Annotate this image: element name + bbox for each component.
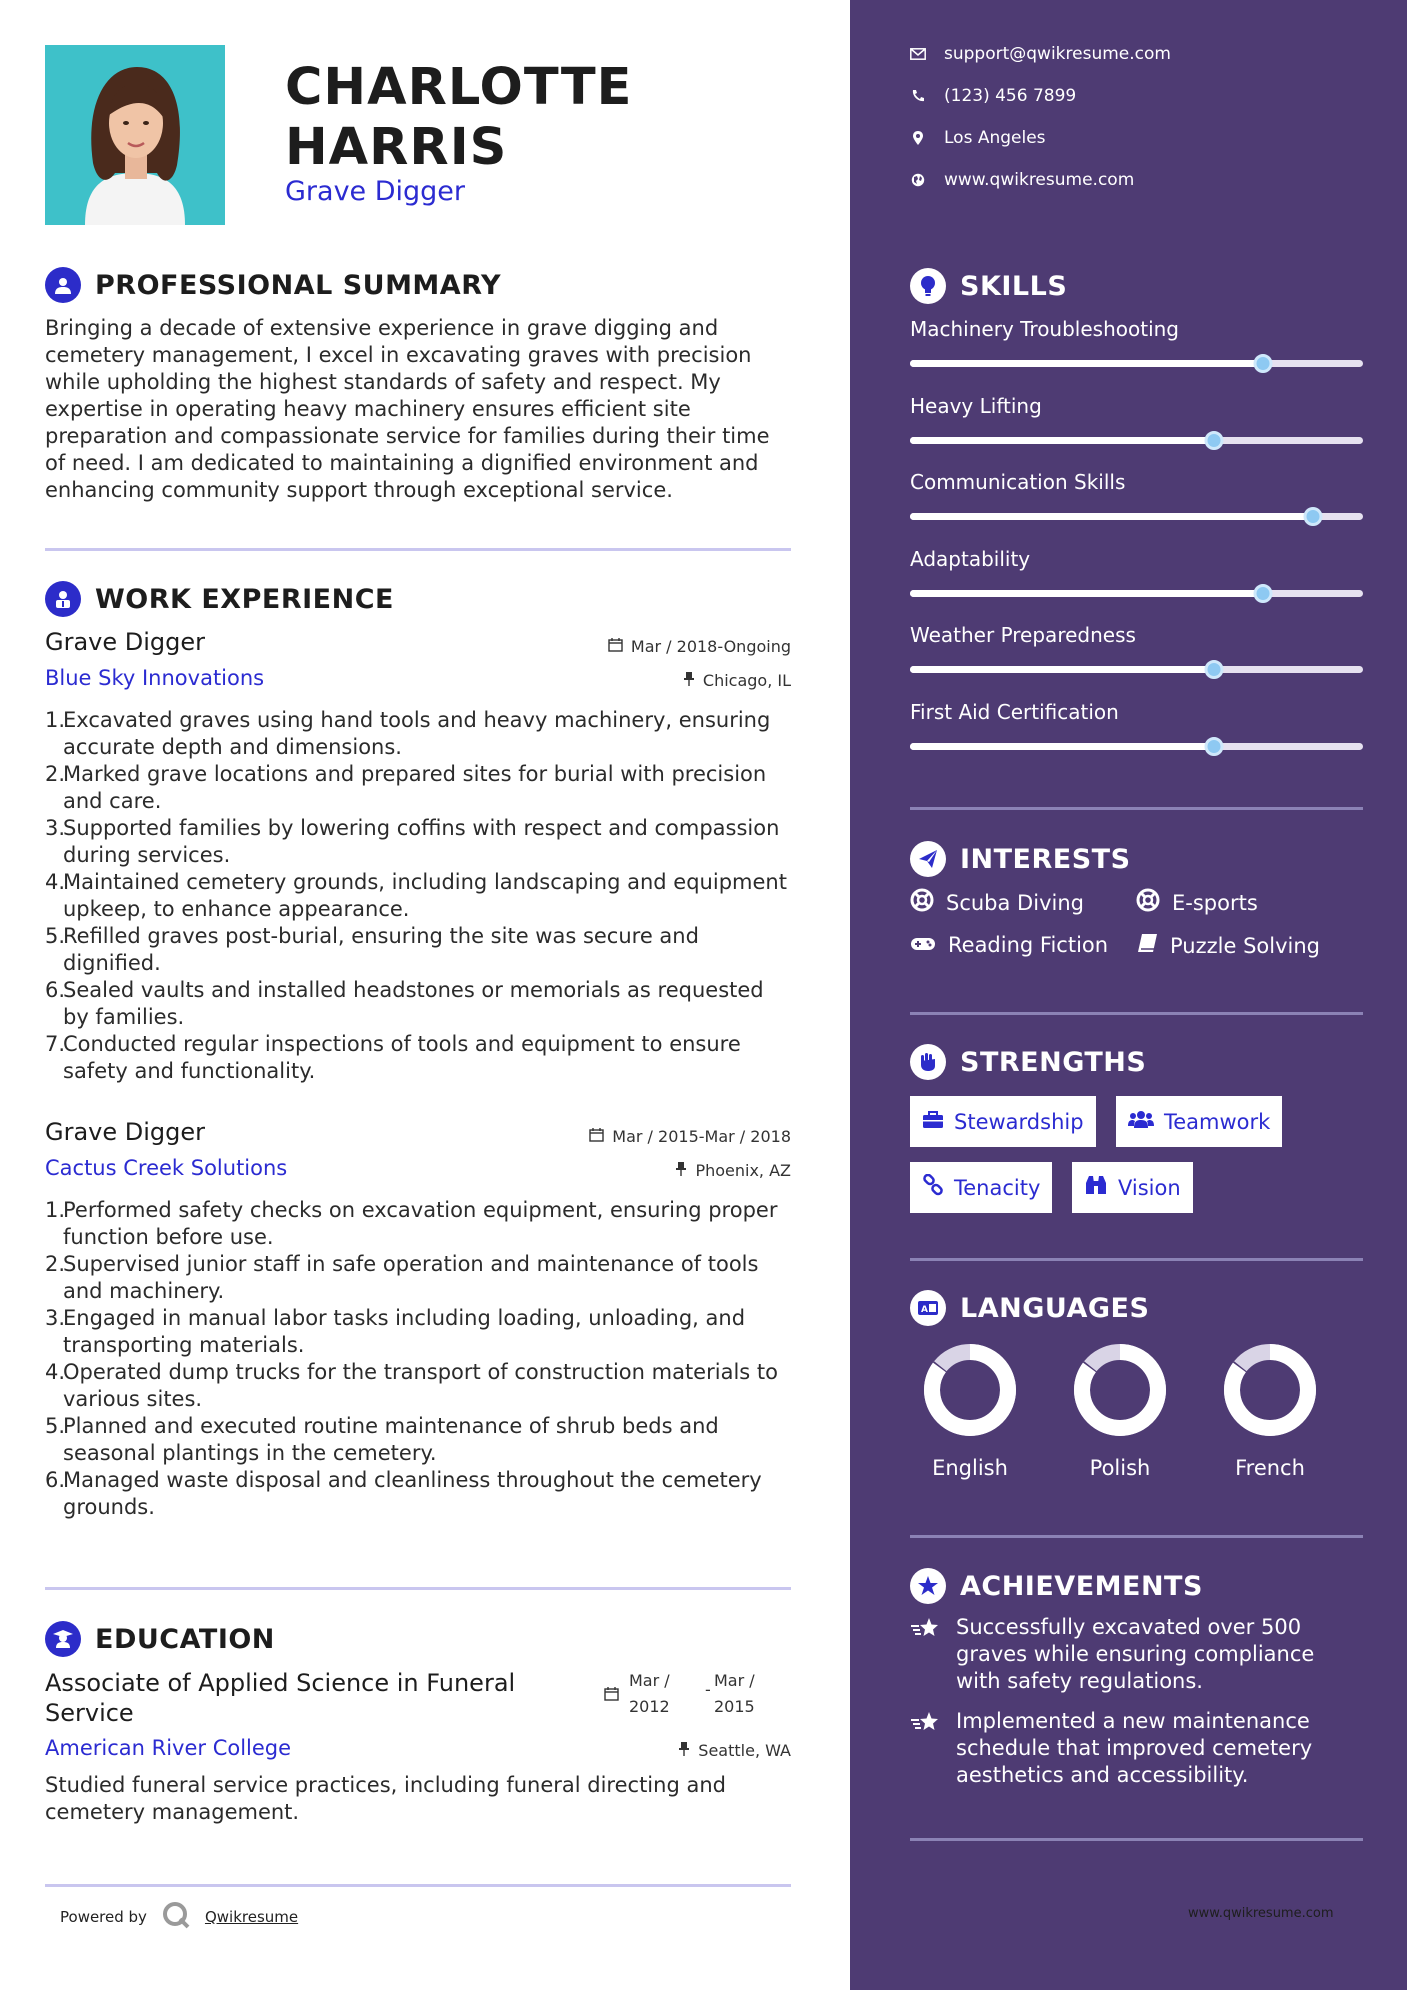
qwikresume-link[interactable]: Qwikresume bbox=[204, 1908, 299, 1926]
skill-label: Heavy Lifting bbox=[910, 393, 1042, 418]
job-title: Grave Digger bbox=[285, 176, 466, 207]
skill-slider-fill bbox=[910, 437, 1214, 444]
skill-slider-knob bbox=[1304, 507, 1323, 526]
experience-heading bbox=[45, 581, 394, 617]
edu-description: Studied funeral service practices, including funeral directing and cemetery management. bbox=[45, 1773, 726, 1824]
book-icon bbox=[1136, 933, 1158, 958]
edu-location bbox=[678, 1741, 791, 1760]
location-text: Los Angeles bbox=[944, 128, 1046, 148]
language-ring bbox=[1222, 1342, 1318, 1438]
degree-line-1: Associate of Applied Science in Funeral bbox=[45, 1669, 516, 1697]
pin-icon bbox=[683, 671, 695, 690]
achievement-item bbox=[910, 1708, 1363, 1789]
users-icon bbox=[1128, 1109, 1154, 1134]
languages-heading bbox=[910, 1290, 1149, 1326]
powered-by-label: Powered by bbox=[60, 1908, 147, 1926]
footer-powered-by bbox=[60, 1900, 298, 1934]
skill-label: Communication Skills bbox=[910, 470, 1126, 494]
edu-date-separator: - bbox=[705, 1680, 711, 1699]
job-1-location-text: Chicago, IL bbox=[702, 671, 791, 690]
skill-label: Weather Preparedness bbox=[910, 623, 1136, 647]
list-item: 4. Maintained cemetery grounds, including landscaping and equipment upkeep, to enhance appearance. bbox=[45, 870, 787, 921]
divider bbox=[910, 1258, 1363, 1261]
list-item: 5. Refilled graves post-burial, ensuring the site was secure and dignified. bbox=[45, 924, 699, 975]
job-1-location bbox=[683, 671, 791, 690]
skill-slider-knob bbox=[1204, 431, 1223, 450]
job-2-company: Cactus Creek Solutions bbox=[45, 1156, 288, 1180]
skill-slider bbox=[910, 437, 1363, 444]
footer-website-link[interactable]: www.qwikresume.com bbox=[1188, 1906, 1334, 1921]
link-icon bbox=[922, 1174, 944, 1201]
binoculars-icon bbox=[1084, 1175, 1108, 1200]
interest-label: Reading Fiction bbox=[948, 933, 1109, 957]
skill-slider-knob bbox=[1254, 584, 1273, 603]
contact-location bbox=[910, 128, 1046, 148]
job-2-dates-text: Mar / 2015-Mar / 2018 bbox=[612, 1127, 791, 1146]
skill-label: First Aid Certification bbox=[910, 699, 1119, 724]
lightbulb-icon bbox=[910, 268, 946, 304]
envelope-icon bbox=[910, 48, 926, 60]
list-item: 1. Excavated graves using hand tools and heavy machinery, ensuring accurate depth and dimensions. bbox=[45, 708, 771, 759]
job-1-role: Grave Digger bbox=[45, 628, 206, 656]
svg-text:A: A bbox=[921, 1305, 928, 1315]
language-item bbox=[1220, 1342, 1320, 1480]
phone-text: (123) 456 7899 bbox=[944, 86, 1077, 106]
list-item: 2. Marked grave locations and prepared sites for burial with precision and care. bbox=[45, 762, 767, 813]
job-1-dates-text: Mar / 2018-Ongoing bbox=[630, 637, 791, 656]
divider bbox=[910, 1012, 1363, 1015]
list-item: 3. Supported families by lowering coffins with respect and compassion during services. bbox=[45, 816, 780, 867]
edu-start-date: Mar / 2012 bbox=[629, 1671, 670, 1716]
degree-line-2: Service bbox=[45, 1699, 134, 1727]
skills-title: SKILLS bbox=[960, 270, 1068, 302]
divider bbox=[45, 548, 791, 551]
interest-label: E-sports bbox=[1172, 890, 1258, 915]
map-marker-icon bbox=[910, 131, 926, 145]
education-heading bbox=[45, 1621, 275, 1657]
job-2-responsibilities bbox=[45, 1197, 791, 1521]
contact-website[interactable] bbox=[910, 170, 1134, 190]
shooting-star-icon bbox=[910, 1708, 942, 1789]
briefcase-icon bbox=[922, 1110, 944, 1134]
list-item: 4. Operated dump trucks for the transport of construction materials to various sites. bbox=[45, 1360, 778, 1411]
strength-label: Teamwork bbox=[1164, 1109, 1271, 1134]
list-item: 6. Sealed vaults and installed headstones or memorials as requested by families. bbox=[45, 978, 764, 1029]
interest-reading-fiction bbox=[910, 933, 1108, 957]
job-1-responsibilities bbox=[45, 707, 791, 1085]
school: American River College bbox=[45, 1736, 292, 1760]
strength-label: Vision bbox=[1118, 1175, 1181, 1200]
job-2-dates bbox=[589, 1127, 791, 1146]
strength-teamwork bbox=[1116, 1096, 1282, 1147]
job-2-role: Grave Digger bbox=[45, 1118, 206, 1146]
skill-slider bbox=[910, 513, 1363, 520]
phone-icon bbox=[910, 89, 926, 103]
job-1-dates bbox=[608, 637, 791, 656]
pin-icon bbox=[675, 1161, 687, 1180]
list-item: 2. Supervised junior staff in safe operation and maintenance of tools and machinery. bbox=[45, 1252, 759, 1303]
strength-vision bbox=[1072, 1162, 1193, 1213]
skill-slider-fill bbox=[910, 360, 1263, 367]
list-item: 1. Performed safety checks on excavation equipment, ensuring proper function before use. bbox=[45, 1198, 778, 1249]
skill-slider-knob bbox=[1254, 354, 1273, 373]
divider bbox=[910, 1535, 1363, 1538]
calendar-icon bbox=[589, 1127, 604, 1146]
profile-photo bbox=[45, 45, 225, 225]
user-icon bbox=[45, 267, 81, 303]
name-line-1: CHARLOTTE bbox=[285, 58, 633, 117]
strengths-title: STRENGTHS bbox=[960, 1046, 1147, 1078]
language-label: French bbox=[1235, 1456, 1305, 1480]
list-item: 3. Engaged in manual labor tasks including loading, unloading, and transporting materials. bbox=[45, 1306, 746, 1357]
list-item: 7. Conducted regular inspections of tools and equipment to ensure safety and functionality. bbox=[45, 1032, 741, 1083]
lifebuoy-icon bbox=[910, 888, 934, 917]
briefcase-user-icon bbox=[45, 581, 81, 617]
summary-title: PROFESSIONAL SUMMARY bbox=[95, 269, 502, 301]
skill-slider bbox=[910, 743, 1363, 750]
pin-icon bbox=[678, 1741, 690, 1760]
job-2-location bbox=[675, 1161, 791, 1180]
divider bbox=[45, 1587, 791, 1590]
achievement-text: Successfully excavated over 500 graves while ensuring compliance with safety regulations. bbox=[956, 1615, 1315, 1693]
star-badge-icon bbox=[910, 1568, 946, 1604]
divider bbox=[910, 1838, 1363, 1841]
shooting-star-icon bbox=[910, 1614, 942, 1695]
interest-scuba-diving bbox=[910, 888, 1084, 917]
divider bbox=[45, 1884, 791, 1887]
interest-label: Puzzle Solving bbox=[1170, 933, 1320, 958]
achievements-title: ACHIEVEMENTS bbox=[960, 1570, 1203, 1602]
fist-icon bbox=[910, 1044, 946, 1080]
candidate-name bbox=[285, 58, 632, 178]
skill-label: Machinery Troubleshooting bbox=[910, 317, 1180, 341]
language-ring bbox=[922, 1342, 1018, 1438]
language-label: Polish bbox=[1089, 1456, 1151, 1480]
graduation-cap-icon bbox=[45, 1621, 81, 1657]
strengths-heading bbox=[910, 1044, 1146, 1080]
job-2-location-text: Phoenix, AZ bbox=[695, 1161, 791, 1180]
contact-phone[interactable] bbox=[910, 86, 1076, 106]
strength-stewardship bbox=[910, 1096, 1096, 1147]
skill-slider bbox=[910, 360, 1363, 367]
skill-slider-fill bbox=[910, 666, 1214, 673]
strength-label: Tenacity bbox=[954, 1175, 1041, 1200]
paper-plane-icon bbox=[910, 841, 946, 877]
qwikresume-logo-icon bbox=[161, 1900, 191, 1934]
interest-puzzle-solving bbox=[1136, 933, 1320, 958]
strength-tenacity bbox=[910, 1162, 1052, 1213]
strength-label: Stewardship bbox=[954, 1109, 1084, 1134]
achievements-heading bbox=[910, 1568, 1203, 1604]
skill-slider bbox=[910, 590, 1363, 597]
achievement-item bbox=[910, 1614, 1363, 1695]
summary-heading bbox=[45, 267, 501, 303]
language-ring bbox=[1072, 1342, 1168, 1438]
language-item bbox=[1070, 1342, 1170, 1480]
email-text: support@qwikresume.com bbox=[944, 44, 1171, 64]
achievement-text: Implemented a new maintenance schedule that improved cemetery aesthetics and accessibility. bbox=[956, 1709, 1313, 1787]
interest-label: Scuba Diving bbox=[946, 890, 1084, 915]
degree bbox=[45, 1668, 515, 1728]
job-1-company: Blue Sky Innovations bbox=[45, 666, 265, 690]
skill-slider-knob bbox=[1204, 660, 1223, 679]
language-item bbox=[920, 1342, 1020, 1480]
website-text: www.qwikresume.com bbox=[944, 170, 1135, 190]
gamepad-icon bbox=[910, 933, 936, 957]
interest-e-sports bbox=[1136, 888, 1258, 917]
list-item: 5. Planned and executed routine maintenance of shrub beds and seasonal plantings in the cemetery. bbox=[45, 1414, 719, 1465]
calendar-icon bbox=[608, 637, 623, 656]
edu-location-text: Seattle, WA bbox=[698, 1741, 791, 1760]
skill-slider-fill bbox=[910, 513, 1313, 520]
list-item: 6. Managed waste disposal and cleanliness throughout the cemetery grounds. bbox=[45, 1468, 762, 1519]
languages-title: LANGUAGES bbox=[960, 1292, 1150, 1324]
experience-title: WORK EXPERIENCE bbox=[95, 583, 394, 615]
name-line-2: HARRIS bbox=[285, 118, 508, 177]
calendar-icon bbox=[604, 1686, 619, 1705]
globe-icon bbox=[910, 173, 926, 187]
interests-heading bbox=[910, 841, 1131, 877]
interests-title: INTERESTS bbox=[960, 843, 1131, 875]
skill-slider bbox=[910, 666, 1363, 673]
skill-slider-fill bbox=[910, 743, 1214, 750]
edu-end-date: Mar / 2015 bbox=[714, 1671, 755, 1716]
language-label: English bbox=[932, 1456, 1008, 1480]
skill-slider-fill bbox=[910, 590, 1263, 597]
summary-text: Bringing a decade of extensive experience in grave digging and cemetery management, I excel in excavating graves with precision while upholding the highest standards of safety and respect. My expertise in operating heavy machinery ensures efficient site preparation and compassionate service for families during their time of need. I am dedicated to maintaining a dignified environment and enhancing community support through exceptional service. bbox=[45, 316, 770, 502]
contact-email[interactable] bbox=[910, 44, 1171, 64]
skills-heading bbox=[910, 268, 1067, 304]
skill-label: Adaptability bbox=[910, 546, 1031, 571]
language-icon bbox=[910, 1290, 946, 1326]
lifebuoy-icon bbox=[1136, 888, 1160, 917]
education-title: EDUCATION bbox=[95, 1623, 275, 1655]
divider bbox=[910, 807, 1363, 810]
skill-slider-knob bbox=[1204, 737, 1223, 756]
